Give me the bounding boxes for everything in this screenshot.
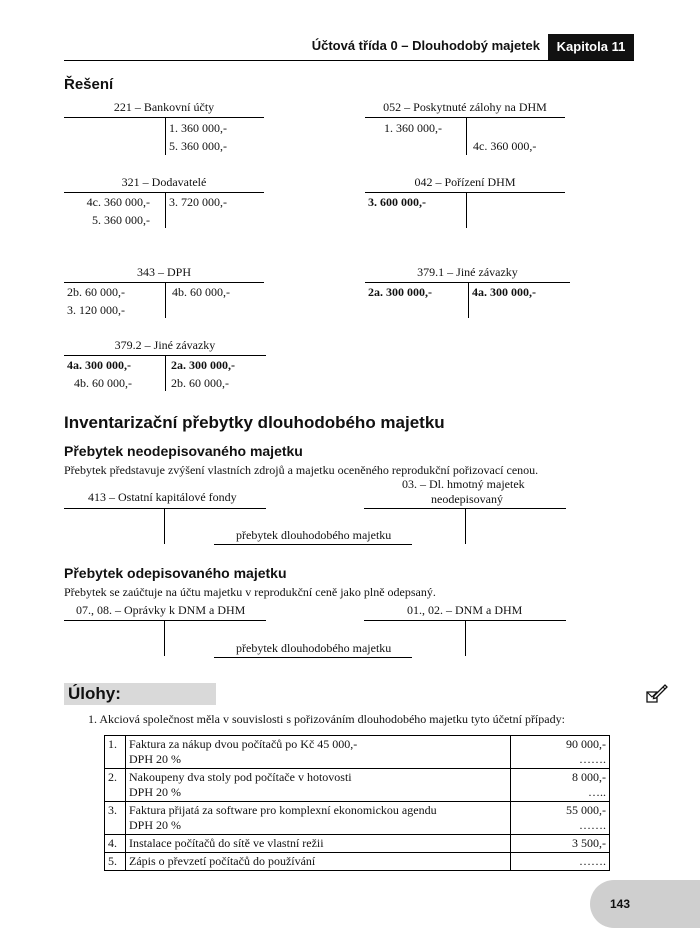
account-credit-entry: 4a. 300 000,- [472, 285, 536, 299]
account-01-02-title: 01., 02. – DNM a DHM [407, 603, 523, 617]
account-413-title: 413 – Ostatní kapitálové fondy [88, 490, 237, 504]
account-title: 052 – Poskytnuté zálohy na DHM [383, 100, 547, 114]
t-account-221 [64, 100, 264, 160]
account-debit-entry: 4b. 60 000,- [74, 376, 132, 390]
row-amount-main: 90 000,- [566, 737, 606, 751]
account-credit-entry: 2b. 60 000,- [171, 376, 229, 390]
non-depreciated-text: Přebytek představuje zvýšení vlastních zdrojů a majetku oceněného reprodukční pořizovací cenou. [64, 463, 539, 477]
row-amount [511, 802, 610, 835]
account-split-line [165, 282, 166, 318]
account-07-08-top-line [64, 620, 266, 621]
account-credit-entry: 5. 360 000,- [169, 139, 227, 153]
account-debit-entry: 4a. 300 000,- [67, 358, 131, 372]
account-413-split-line [164, 508, 165, 544]
t-account-321 [64, 175, 264, 235]
row-desc-sub: DPH 20 % [129, 785, 182, 799]
row-desc-main: Faktura za nákup dvou počítačů po Kč 45 000,- [129, 737, 358, 751]
account-title: 042 – Pořízení DHM [414, 175, 516, 189]
row-desc-main: Nakoupeny dva stoly pod počítače v hotovosti [129, 770, 352, 784]
pen-envelope-icon [644, 682, 668, 706]
account-debit-entry: 3. 120 000,- [67, 303, 125, 317]
row-amount [511, 736, 610, 769]
depreciated-text: Přebytek se zaúčtuje na účtu majetku v reprodukční ceně jako plně odepsaný. [64, 585, 436, 599]
running-header-title: Účtová třída 0 – Dlouhodobý majetek [311, 38, 540, 53]
row-number: 3. [105, 802, 126, 835]
account-debit-entry: 3. 600 000,- [368, 195, 426, 209]
depreciated-heading: Přebytek odepisovaného majetku [64, 565, 287, 581]
account-03-title-line1: 03. – Dl. hmotný majetek [402, 477, 525, 491]
page-number: 143 [610, 897, 631, 911]
account-debit-entry: 2a. 300 000,- [368, 285, 432, 299]
row-desc-sub: DPH 20 % [129, 818, 182, 832]
row-description [126, 769, 511, 802]
table-row [105, 853, 610, 871]
t-account-042 [365, 175, 565, 235]
header-rule [64, 60, 634, 61]
account-top-line [64, 192, 264, 193]
row-amount-sub: ….. [588, 785, 606, 799]
account-debit-entry: 1. 360 000,- [384, 121, 442, 135]
account-title: 379.1 – Jiné závazky [417, 265, 518, 279]
account-split-line [466, 117, 467, 155]
chapter-tab: Kapitola 11 [548, 34, 634, 60]
solution-heading: Řešení [64, 76, 114, 93]
account-credit-entry: 3. 720 000,- [169, 195, 227, 209]
account-debit-entry: 5. 360 000,- [92, 213, 150, 227]
row-number: 5. [105, 853, 126, 871]
surplus-arrow-label: přebytek dlouhodobého majetku [236, 528, 392, 542]
account-01-02-split-line [465, 620, 466, 656]
row-description [126, 736, 511, 769]
surplus-arrow-line [214, 657, 412, 658]
task-intro: 1. Akciová společnost měla v souvislosti s pořizováním dlouhodobého majetku tyto účetní případy: [88, 712, 565, 726]
account-split-line [468, 282, 469, 318]
page-number-tab [590, 880, 700, 928]
non-depreciated-heading: Přebytek neodepisovaného majetku [64, 443, 303, 459]
account-title: 321 – Dodavatelé [121, 175, 207, 189]
table-row [105, 736, 610, 769]
table-row [105, 802, 610, 835]
account-top-line [64, 282, 264, 283]
inventory-heading: Inventarizační přebytky dlouhodobého majetku [64, 413, 445, 432]
table-row [105, 769, 610, 802]
account-07-08-title: 07., 08. – Oprávky k DNM a DHM [76, 603, 246, 617]
t-account-379-1 [365, 265, 570, 325]
account-413-top-line [64, 508, 266, 509]
row-desc-main: Faktura přijatá za software pro komplexní ekonomickou agendu [129, 803, 437, 817]
row-amount: ……. [511, 853, 610, 871]
account-title: 221 – Bankovní účty [113, 100, 215, 114]
t-account-343 [64, 265, 264, 325]
row-desc-sub: DPH 20 % [129, 752, 182, 766]
account-split-line [165, 192, 166, 228]
t-account-052 [365, 100, 565, 160]
account-top-line [365, 117, 565, 118]
account-debit-entry: 2b. 60 000,- [67, 285, 125, 299]
tasks-table [104, 735, 610, 871]
row-number: 2. [105, 769, 126, 802]
row-number: 1. [105, 736, 126, 769]
account-title: 379.2 – Jiné závazky [114, 338, 216, 352]
account-credit-entry: 1. 360 000,- [169, 121, 227, 135]
account-credit-entry: 2a. 300 000,- [171, 358, 235, 372]
account-title: 343 – DPH [136, 265, 191, 279]
row-number: 4. [105, 835, 126, 853]
account-03-title-line2: neodepisovaný [431, 492, 503, 506]
account-split-line [466, 192, 467, 228]
account-03-split-line [465, 508, 466, 544]
row-description: Instalace počítačů do sítě ve vlastní režii [126, 835, 511, 853]
account-split-line [165, 355, 166, 391]
t-account-379-2 [64, 338, 266, 398]
surplus-arrow-line [214, 544, 412, 545]
account-credit-entry: 4c. 360 000,- [473, 139, 537, 153]
account-top-line [365, 192, 565, 193]
row-description: Zápis o převzetí počítačů do používání [126, 853, 511, 871]
account-credit-entry: 4b. 60 000,- [172, 285, 230, 299]
account-top-line [64, 117, 264, 118]
row-amount-main: 55 000,- [566, 803, 606, 817]
account-07-08-split-line [164, 620, 165, 656]
surplus-arrow-label: přebytek dlouhodobého majetku [236, 641, 392, 655]
table-row [105, 835, 610, 853]
tasks-heading: Úlohy: [68, 684, 121, 703]
row-amount-sub: ……. [579, 818, 606, 832]
row-description [126, 802, 511, 835]
row-amount: 3 500,- [511, 835, 610, 853]
row-amount [511, 769, 610, 802]
account-split-line [165, 117, 166, 155]
row-amount-main: 8 000,- [572, 770, 606, 784]
account-debit-entry: 4c. 360 000,- [86, 195, 150, 209]
row-amount-sub: ……. [579, 752, 606, 766]
